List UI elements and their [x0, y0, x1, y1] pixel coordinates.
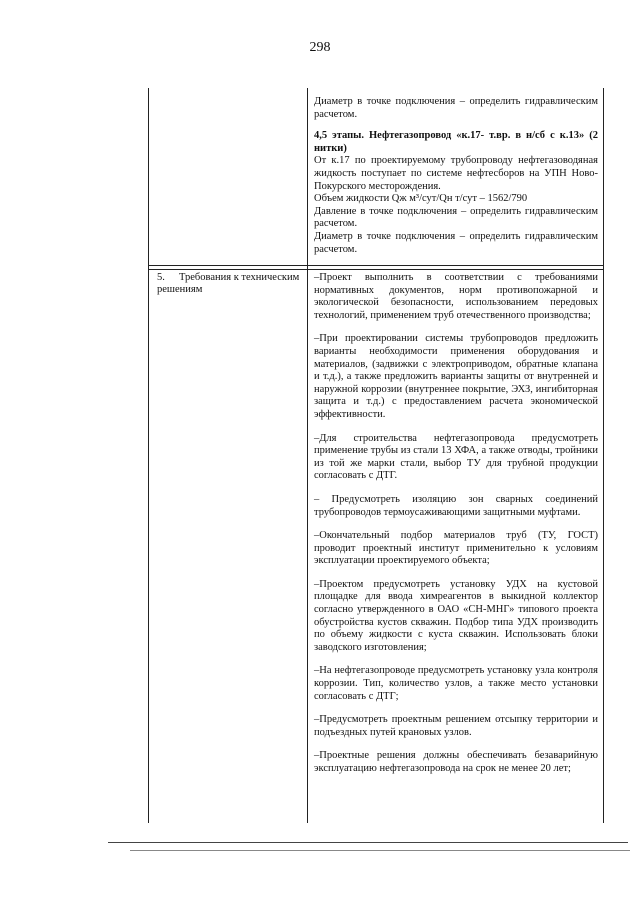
- list-item: –Проектом предусмотреть установку УДХ на кустовой площадке для ввода химреагентов в выкидной коллектор согласно утвержденного в ОАО «СН-МНГ» типового проекта обустройства кустов скважин. Подбор типа УДХ производить по объему жидкости с куста скважин. Использовать блоки заводского изготовления;: [314, 578, 598, 653]
- requirements-list: [314, 272, 598, 776]
- scan-bottom-line: [108, 842, 628, 843]
- volume-text: Объем жидкости Qж м³/сут/Qн т/сут – 1562/790: [314, 193, 528, 205]
- row-divider: [149, 265, 603, 266]
- list-item: – Предусмотреть изоляцию зон сварных соединений трубопроводов термоусаживающими защитными муфтами.: [314, 493, 598, 518]
- top-cell: [314, 96, 598, 256]
- page-number: 298: [309, 40, 331, 55]
- list-item: –Окончательный подбор материалов труб (ТУ, ГОСТ) проводит проектный институт применительно к условиям эксплуатации проектируемого объекта;: [314, 530, 598, 567]
- section-number: 5.: [157, 272, 165, 283]
- column-divider: [307, 88, 308, 823]
- flow-description: От к.17 по проектируемому трубопроводу нефтегазоводяная жидкость поступает по системе нефтесборов на УПН Ново-Покурского месторождения.: [314, 155, 598, 192]
- list-item: –На нефтегазопроводе предусмотреть установку узла контроля коррозии. Тип, количество узлов, а также место установки согласовать с ДТГ;: [314, 665, 598, 702]
- requirements-label-cell: [157, 272, 302, 296]
- requirements-table: [148, 88, 604, 823]
- list-item: –Проект выполнить в соответствии с требованиями нормативных документов, норм противопожарной и экологической безопасности, использованием передовых технологий, применением труб отечественного производства;: [314, 272, 598, 321]
- row-divider-double: [149, 269, 603, 270]
- list-item: –При проектировании системы трубопроводов предложить варианты необходимости применения оборудования и материалов, (задвижки с электроприводом, обратные клапана и т.д.), а также предложить варианты защиты от внутренней и наружной коррозии (внутреннее покрытие, ЭХЗ, ингибиторная защита и т.д.) с предоставлением расчета экономической эффективности.: [314, 333, 598, 420]
- stage-heading: 4,5 этапы. Нефтегазопровод «к.17- т.вр. в н/сб с к.13» (2 нитки): [314, 130, 598, 154]
- diameter-text-2: Диаметр в точке подключения – определить гидравлическим расчетом.: [314, 230, 598, 255]
- diameter-text: Диаметр в точке подключения – определить гидравлическим расчетом.: [314, 96, 598, 120]
- pressure-text: Давление в точке подключения – определить гидравлическим расчетом.: [314, 205, 598, 230]
- section-title: Требования к техническим решениям: [157, 272, 300, 295]
- scan-bottom-line-2: [130, 850, 630, 851]
- list-item: –Проектные решения должны обеспечивать безаварийную эксплуатацию нефтегазопровода на срок не менее 20 лет;: [314, 750, 598, 774]
- list-item: –Для строительства нефтегазопровода предусмотреть применение трубы из стали 13 ХФА, а также отводы, тройники из той же марки стали, выбор ТУ для трубной продукции согласовать с ДТГ.: [314, 432, 598, 482]
- list-item: –Предусмотреть проектным решением отсыпку территории и подъездных путей крановых узлов.: [314, 714, 598, 738]
